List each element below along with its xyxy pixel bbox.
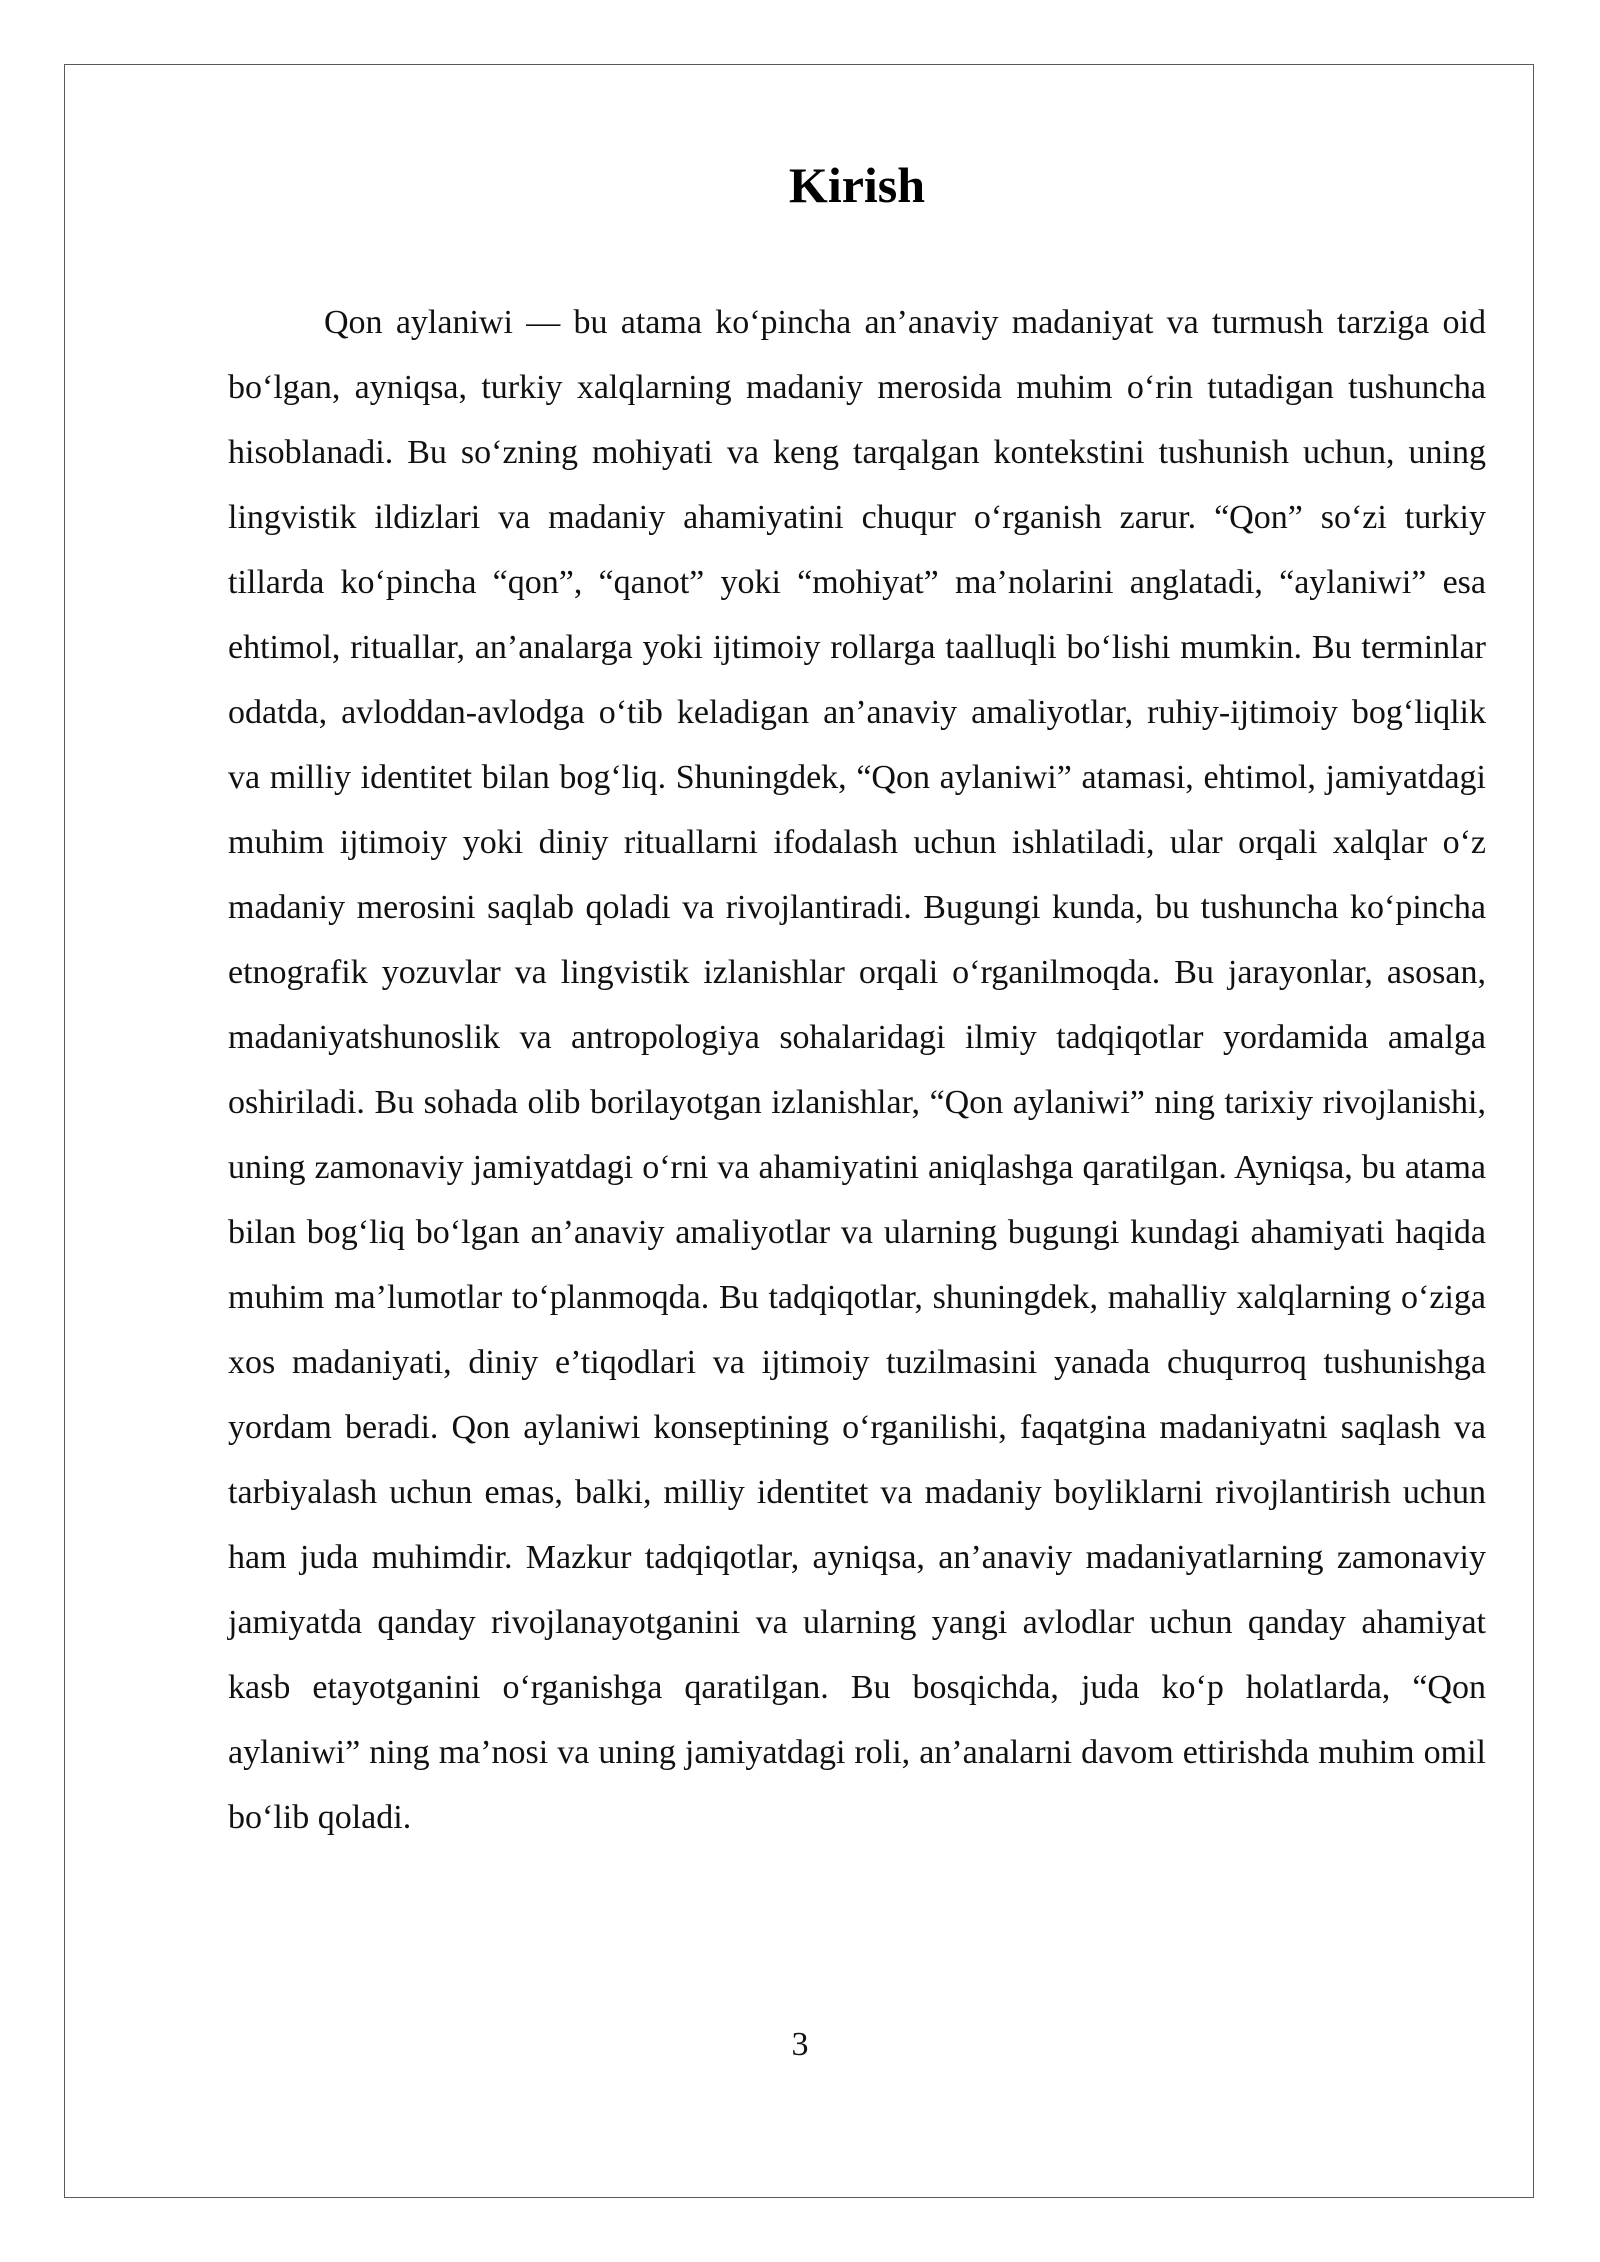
page-content — [228, 150, 1486, 1850]
page-title: Kirish — [788, 157, 926, 213]
page-number: 3 — [791, 2026, 809, 2063]
body-paragraph: Qon aylaniwi — bu atama ko‘pincha an’anaviy madaniyat va turmush tarziga oid bo‘lgan, ayniqsa, turkiy xalqlarning madaniy merosida muhim o‘rin tutadigan tushuncha hisoblanadi. Bu so‘zning mohiyati va keng tarqalgan kontekstini tushunish uchun, uning lingvistik ildizlari va madaniy ahamiyatini chuqur o‘rganish zarur. “Qon” so‘zi turkiy tillarda ko‘pincha “qon”, “qanot” yoki “mohiyat” ma’nolarini anglatadi, “aylaniwi” esa ehtimol, rituallar, an’analarga yoki ijtimoiy rollarga taalluqli bo‘lishi mumkin. Bu terminlar odatda, avloddan-avlodga o‘tib keladigan an’anaviy amaliyotlar, ruhiy-ijtimoiy bog‘liqlik va milliy identitet bilan bog‘liq. Shuningdek, “Qon aylaniwi” atamasi, ehtimol, jamiyatdagi muhim ijtimoiy yoki diniy rituallarni ifodalash uchun ishlatiladi, ular orqali xalqlar o‘z madaniy merosini saqlab qoladi va rivojlantiradi. Bugungi kunda, bu tushuncha ko‘pincha etnografik yozuvlar va lingvistik izlanishlar orqali o‘rganilmoqda. Bu jarayonlar, asosan, madaniyatshunoslik va antropologiya sohalaridagi ilmiy tadqiqotlar yordamida amalga oshiriladi. Bu sohada olib borilayotgan izlanishlar, “Qon aylaniwi” ning tarixiy rivojlanishi, uning zamonaviy jamiyatdagi o‘rni va ahamiyatini aniqlashga qaratilgan. Ayniqsa, bu atama bilan bog‘liq bo‘lgan an’anaviy amaliyotlar va ularning bugungi kundagi ahamiyati haqida muhim ma’lumotlar to‘planmoqda. Bu tadqiqotlar, shuningdek, mahalliy xalqlarning o‘ziga xos madaniyati, diniy e’tiqodlari va ijtimoiy tuzilmasini yanada chuqurroq tushunishga yordam beradi. Qon aylaniwi konseptining o‘rganilishi, faqatgina madaniyatni saqlash va tarbiyalash uchun emas, balki, milliy identitet va madaniy boyliklarni rivojlantirish uchun ham juda muhimdir. Mazkur tadqiqotlar, ayniqsa, an’anaviy madaniyatlarning zamonaviy jamiyatda qanday rivojlanayotganini va ularning yangi avlodlar uchun qanday ahamiyat kasb etayotganini o‘rganishga qaratilgan. Bu bosqichda, juda ko‘p holatlarda, “Qon aylaniwi” ning ma’nosi va uning jamiyatdagi roli, an’analarni davom ettirishda muhim omil bo‘lib qoladi. — [228, 304, 1486, 1836]
